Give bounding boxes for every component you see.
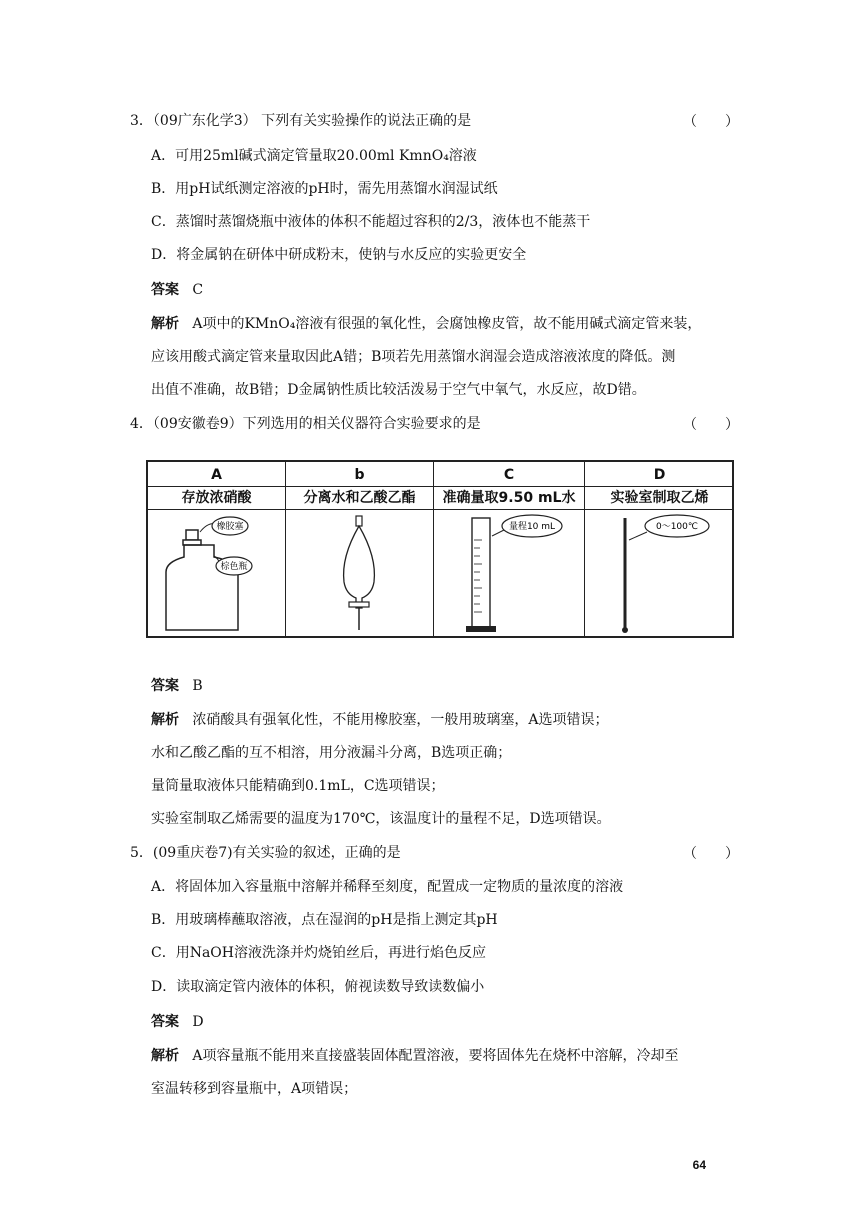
answer-parentheses: （ ） (683, 846, 739, 862)
answer-parentheses: （ ） (683, 417, 739, 433)
figure-column-c (434, 462, 584, 636)
page-number: 64 (692, 1158, 706, 1172)
question-number: 3． (130, 113, 153, 129)
column-title: 分离水和乙酸乙酯 (286, 487, 433, 510)
question-number: 4． (130, 416, 153, 432)
question-source: （09广东化学3） (152, 113, 257, 129)
question-4-header (130, 414, 481, 434)
option-c: C．蒸馏时蒸馏烧瓶中液体的体积不能超过容积的2/3，液体也不能蒸干 (151, 214, 591, 230)
column-title: 实验室制取乙烯 (585, 487, 734, 510)
answer-value: D (192, 1014, 204, 1030)
analysis-line (151, 710, 608, 730)
question-3-header (130, 111, 471, 131)
answer-line (151, 1012, 204, 1032)
question-source: （09安徽卷9） (152, 416, 243, 432)
figure-column-b (286, 462, 433, 636)
bubble-label: 量程10 mL (508, 522, 556, 532)
answer-line (151, 280, 203, 300)
thermometer-icon (585, 512, 734, 637)
bubble-label: 0～100℃ (655, 522, 699, 532)
analysis-text: 水和乙酸乙酯的互不相溶，用分液漏斗分离，B选项正确； (151, 745, 512, 761)
question-source: (09重庆卷7) (152, 845, 233, 861)
question-stem: 下列有关实验操作的说法正确的是 (261, 113, 472, 129)
analysis-text: 量筒量取液体只能精确到0.1mL，C选项错误； (151, 778, 445, 794)
analysis-text: A项中的KMnO₄溶液有很强的氧化性，会腐蚀橡皮管，故不能用碱式滴定管来装， (192, 316, 702, 332)
analysis-line (151, 1046, 678, 1066)
bubble-label: 棕色瓶 (220, 562, 248, 572)
answer-label: 答案 (151, 282, 179, 298)
bubble-label: 橡胶塞 (216, 522, 244, 532)
option-b: B．用pH试纸测定溶液的pH时，需先用蒸馏水润湿试纸 (151, 181, 498, 197)
answer-value: B (192, 678, 203, 694)
option-a: A．将固体加入容量瓶中溶解并稀释至刻度，配置成一定物质的量浓度的溶液 (151, 879, 624, 895)
question-number: 5． (130, 845, 153, 861)
apparatus-figure (146, 460, 734, 638)
question-stem: 有关实验的叙述，正确的是 (232, 845, 401, 861)
column-letter: A (148, 464, 285, 487)
option-a: A．可用25ml碱式滴定管量取20.00ml KmnO₄溶液 (151, 148, 477, 164)
column-title: 准确量取9.50 mL水 (434, 487, 584, 510)
analysis-text: A项容量瓶不能用来直接盛装固体配置溶液，要将固体先在烧杯中溶解，冷却至 (192, 1048, 679, 1064)
column-letter: b (286, 464, 433, 487)
answer-label: 答案 (151, 1014, 179, 1030)
answer-line (151, 676, 203, 696)
option-b: B．用玻璃棒蘸取溶液，点在湿润的pH是指上测定其pH (151, 912, 498, 928)
analysis-text: 应该用酸式滴定管来量取因此A错；B项若先用蒸馏水润湿会造成溶液浓度的降低。测 (151, 349, 676, 365)
analysis-text: 实验室制取乙烯需要的温度为170℃，该温度计的量程不足，D选项错误。 (151, 811, 611, 827)
option-c: C．用NaOH溶液洗涤并灼烧铂丝后，再进行焰色反应 (151, 945, 486, 961)
analysis-text: 室温转移到容量瓶中，A项错误； (151, 1081, 358, 1097)
graduated-cylinder-icon (434, 512, 584, 637)
separatory-funnel-icon (286, 512, 433, 637)
analysis-label: 解析 (151, 316, 179, 332)
answer-value: C (192, 282, 204, 298)
answer-parentheses: （ ） (683, 114, 739, 130)
column-letter: C (434, 464, 584, 487)
analysis-text: 浓硝酸具有强氧化性，不能用橡胶塞，一般用玻璃塞，A选项错误； (192, 712, 609, 728)
option-d: D．将金属钠在研体中研成粉末，使钠与水反应的实验更安全 (151, 247, 527, 263)
answer-label: 答案 (151, 678, 179, 694)
figure-column-a (148, 462, 285, 636)
column-letter: D (585, 464, 734, 487)
analysis-label: 解析 (151, 1048, 179, 1064)
question-5-header (130, 843, 401, 863)
figure-column-d (585, 462, 734, 636)
brown-bottle-icon (148, 512, 285, 637)
analysis-text: 出值不准确，故B错；D金属钠性质比较活泼易于空气中氧气，水反应，故D错。 (151, 382, 646, 398)
analysis-label: 解析 (151, 712, 179, 728)
analysis-line (151, 314, 701, 334)
question-stem: 下列选用的相关仪器符合实验要求的是 (242, 416, 481, 432)
option-d: D．读取滴定管内液体的体积，俯视读数导致读数偏小 (151, 979, 485, 995)
column-title: 存放浓硝酸 (148, 487, 285, 510)
